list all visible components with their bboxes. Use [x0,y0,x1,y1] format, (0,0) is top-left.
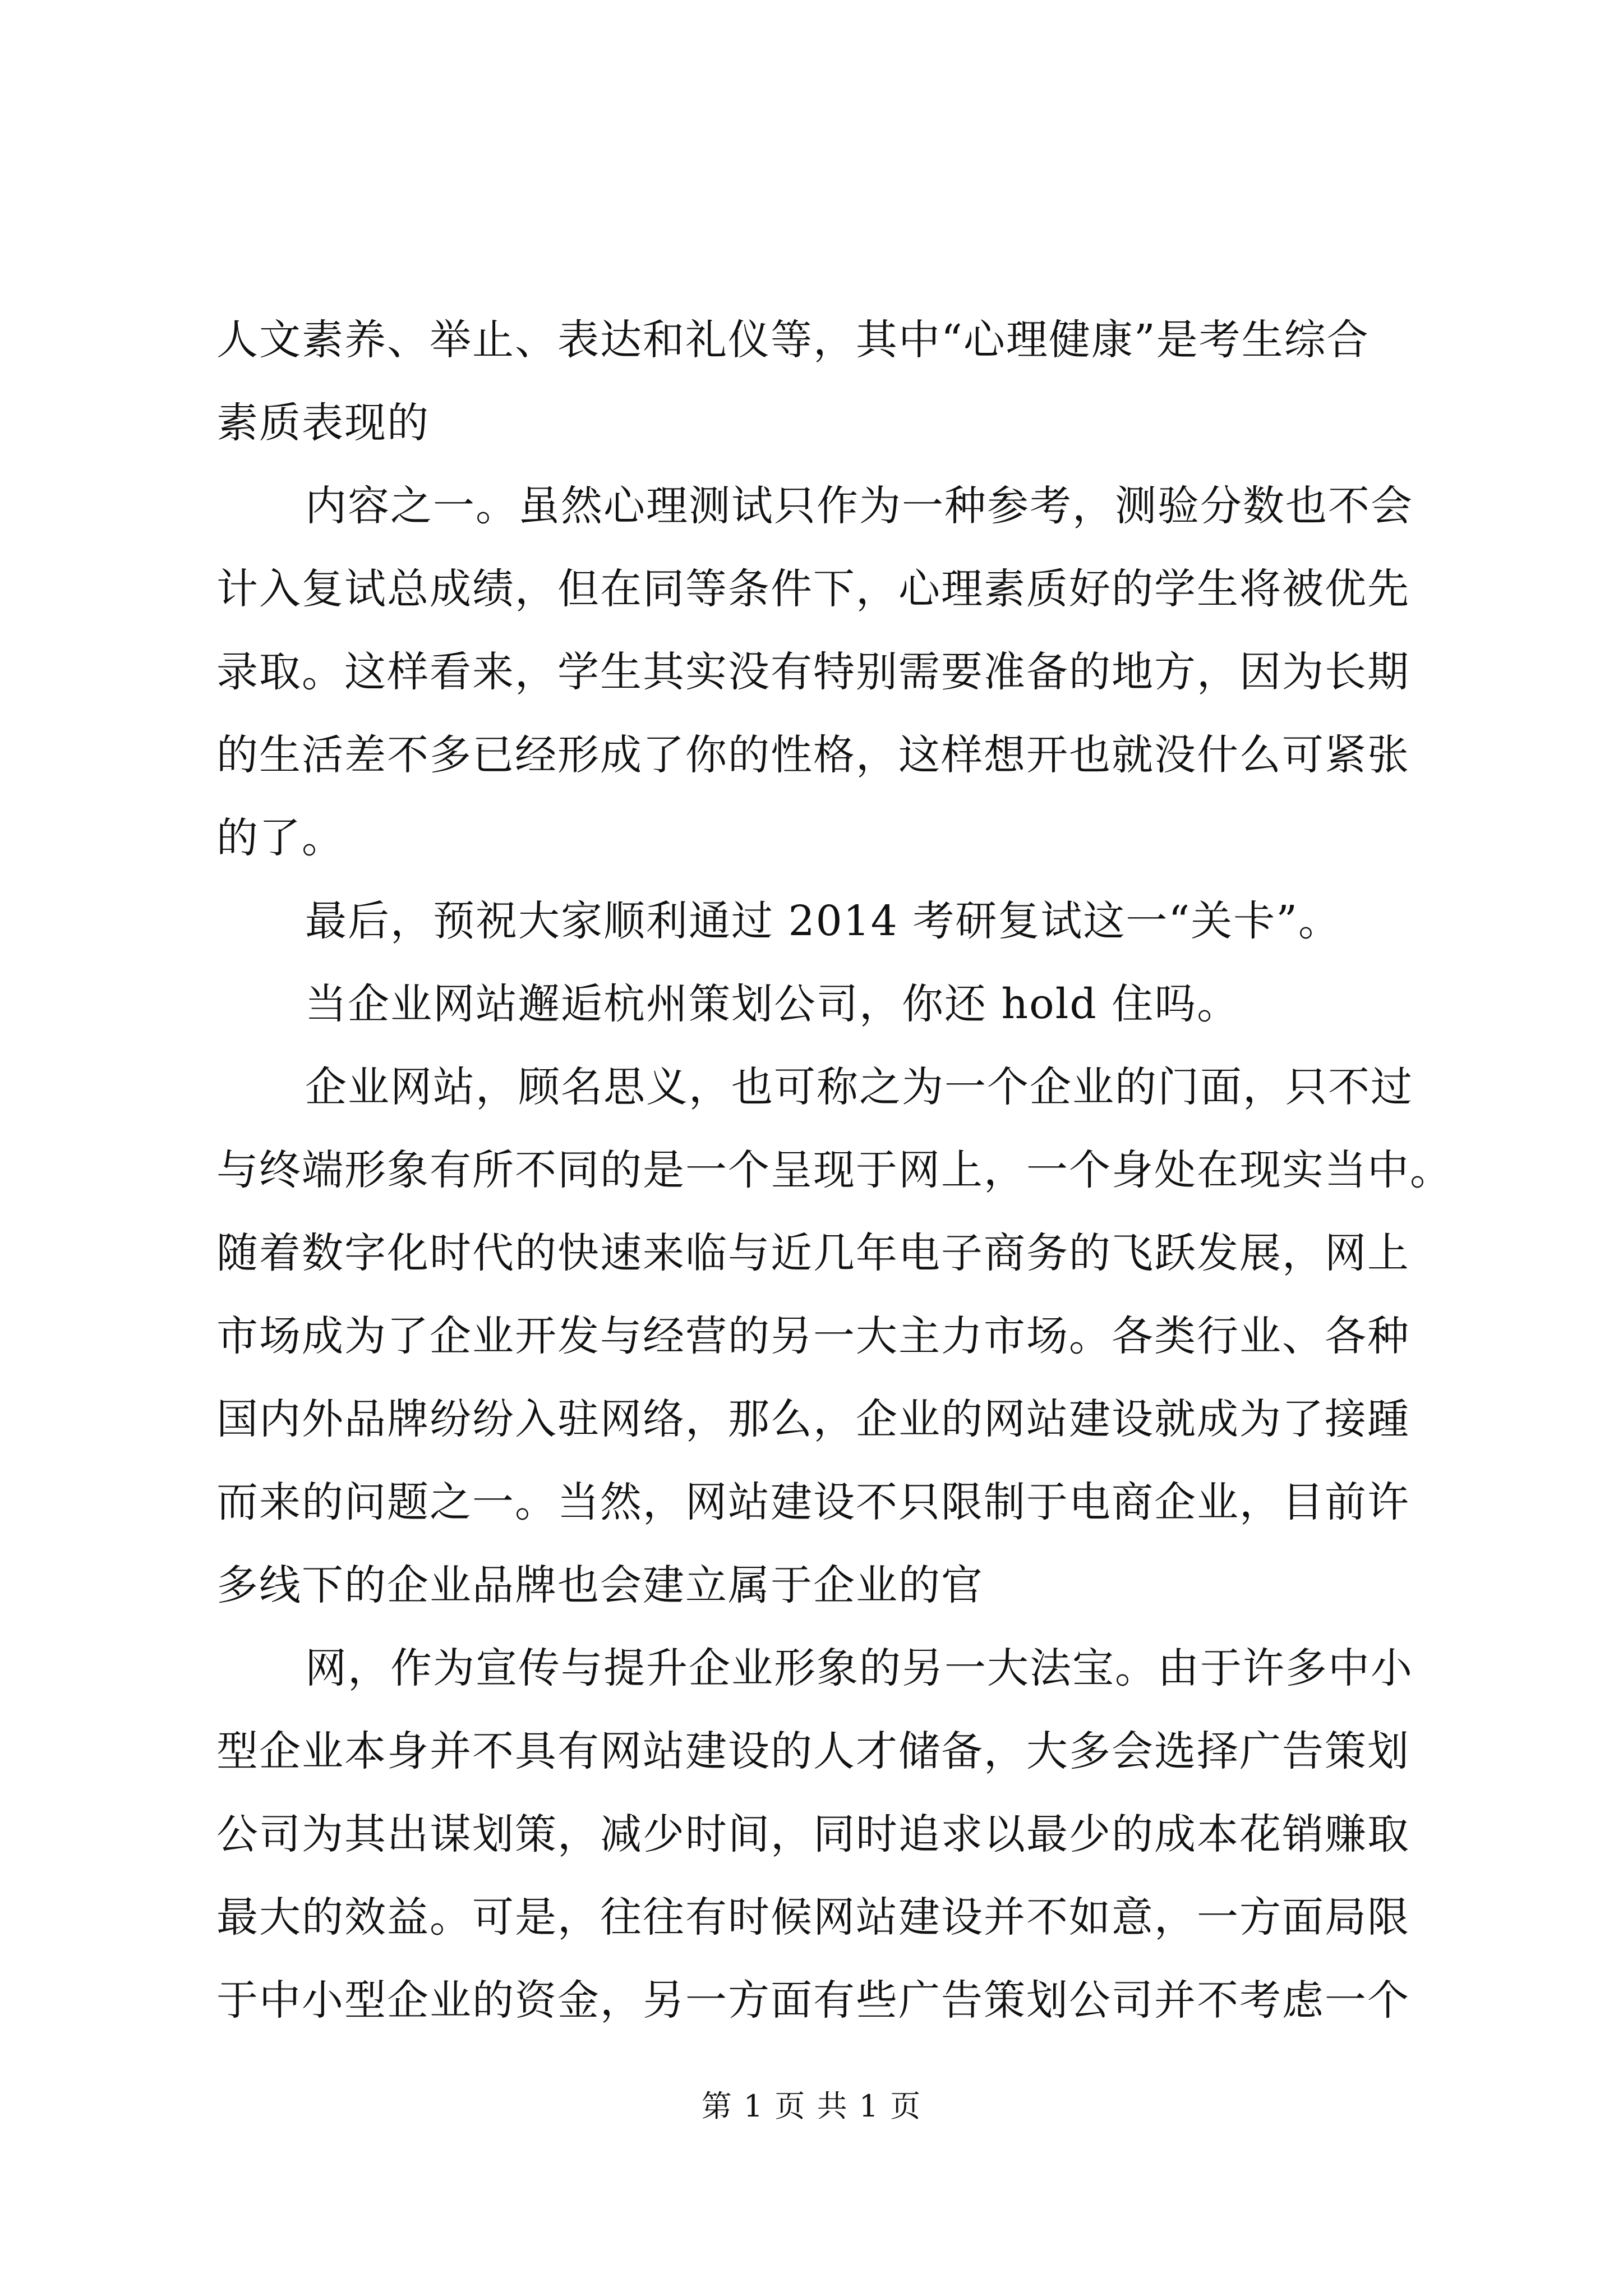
text-line: 而来的问题之一。当然，网站建设不只限制于电商企业，目前许 [216,1478,1410,1526]
text-line: 公司为其出谋划策，减少时间，同时追求以最少的成本花销赚取 [216,1810,1410,1858]
text-line: 计入复试总成绩，但在同等条件下，心理素质好的学生将被优先 [216,565,1410,613]
text-line: 企业网站，顾名思义，也可称之为一个企业的门面，只不过 [305,1063,1413,1111]
text-line: 多线下的企业品牌也会建立属于企业的官 [216,1561,984,1609]
text-line: 于中小型企业的资金，另一方面有些广告策划公司并不考虑一个 [216,1976,1410,2024]
text-line: 的了。 [216,814,344,862]
text-line: 最后，预祝大家顺利通过 2014 考研复试这一“关卡”。 [305,897,1341,945]
text-line: 网，作为宣传与提升企业形象的另一大法宝。由于许多中小 [305,1644,1413,1692]
text-line: 市场成为了企业开发与经营的另一大主力市场。各类行业、各种 [216,1312,1410,1360]
text-line: 国内外品牌纷纷入驻网络，那么，企业的网站建设就成为了接踵 [216,1395,1410,1443]
text-line: 随着数字化时代的快速来临与近几年电子商务的飞跃发展，网上 [216,1229,1410,1277]
text-line: 当企业网站邂逅杭州策划公司，你还 hold 住吗。 [305,980,1240,1028]
text-line: 最大的效益。可是，往往有时候网站建设并不如意，一方面局限 [216,1893,1410,1941]
page-number-label: 第 1 页 共 1 页 [701,2088,922,2124]
text-line: 的生活差不多已经形成了你的性格，这样想开也就没什么可紧张 [216,731,1410,779]
text-line: 型企业本身并不具有网站建设的人才储备，大多会选择广告策划 [216,1727,1410,1775]
text-line: 素质表现的 [216,399,430,447]
text-line: 与终端形象有所不同的是一个呈现于网上，一个身处在现实当中。 [216,1146,1453,1194]
page-footer [0,2087,1623,2126]
text-line: 人文素养、举止、表达和礼仪等，其中“心理健康”是考生综合 [216,316,1370,364]
text-line: 内容之一。虽然心理测试只作为一种参考，测验分数也不会 [305,482,1413,530]
body-text [216,298,1453,2042]
text-line: 录取。这样看来，学生其实没有特别需要准备的地方，因为长期 [216,648,1410,696]
